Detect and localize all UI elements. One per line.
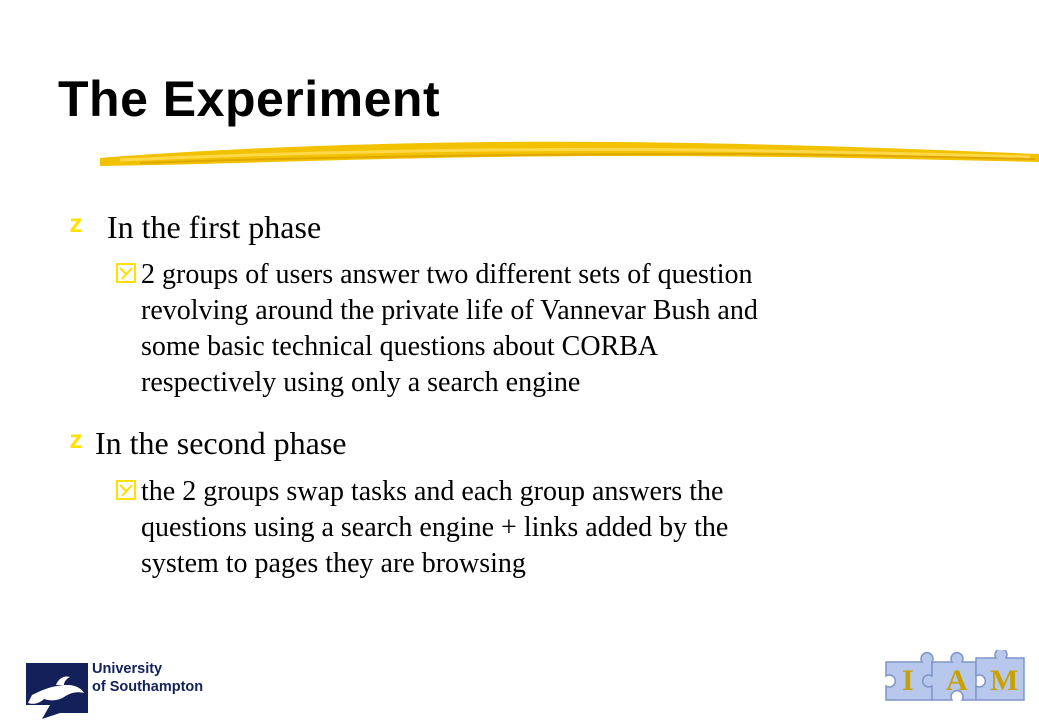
bullet-first-phase: In the first phase: [107, 209, 322, 245]
iam-letter-a: A: [946, 664, 968, 697]
y-bullet-icon: [116, 263, 136, 283]
iam-letter-m: M: [990, 664, 1019, 697]
sub-bullet-line: revolving around the private life of Vannevar Bush and: [141, 295, 758, 326]
sub-bullet-line: system to pages they are browsing: [141, 548, 526, 579]
university-name: [92, 660, 203, 696]
sub-bullet-line: some basic technical questions about CORBA: [141, 331, 659, 362]
sub-bullet-line: 2 groups of users answer two different sets of question: [141, 259, 753, 290]
sub-bullet-line: respectively using only a search engine: [141, 367, 581, 398]
university-name-line2: of Southampton: [92, 679, 204, 695]
bullet-second-phase: In the second phase: [95, 425, 347, 461]
slide-title: The Experiment: [58, 71, 441, 127]
z-bullet-icon: z: [69, 208, 83, 238]
yellow-brush-stroke-divider: [100, 130, 1039, 178]
z-bullet-icon: z: [69, 424, 83, 454]
iam-letter-i: I: [902, 664, 914, 697]
sub-bullet-line: the 2 groups swap tasks and each group answers the: [141, 476, 724, 507]
iam-puzzle-logo: [880, 650, 1030, 712]
university-name-line1: University: [92, 661, 163, 677]
sub-bullet-line: questions using a search engine + links added by the: [141, 512, 729, 543]
y-bullet-icon: [116, 480, 136, 500]
